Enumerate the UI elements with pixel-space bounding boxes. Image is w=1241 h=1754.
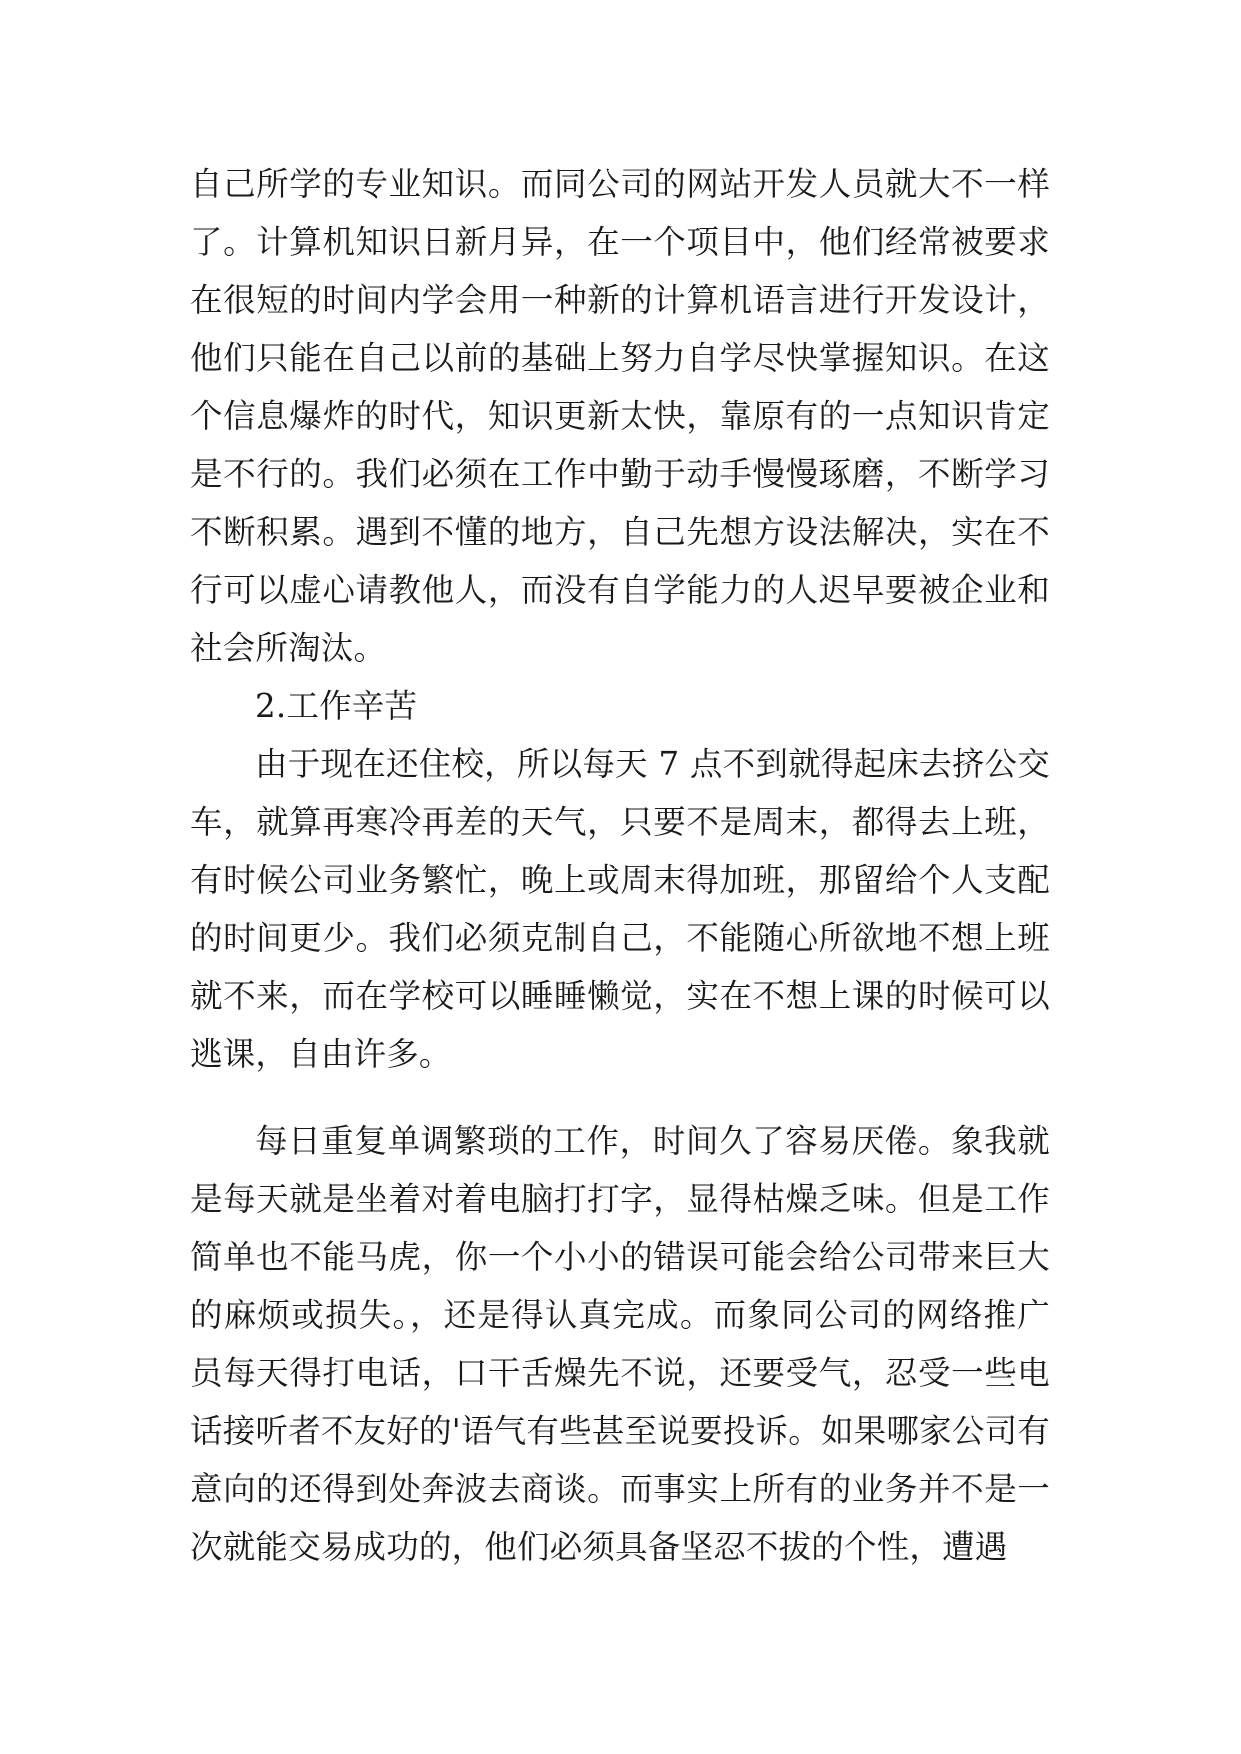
paragraph-schedule: 由于现在还住校，所以每天 7 点不到就得起床去挤公交车，就算再寒冷再差的天气，只要不是周末，都得去上班，有时候公司业务繁忙，晚上或周末得加班，那留给个人支配的时间更少。我们必须克制自己，不能随心所欲地不想上班就不来，而在学校可以睡睡懒觉，实在不想上课的时候可以逃课，自由许多。: [190, 745, 1050, 1073]
body-text: [190, 155, 1050, 1576]
paragraph-continued: 自己所学的专业知识。而同公司的网站开发人员就大不一样了。计算机知识日新月异，在一个项目中，他们经常被要求在很短的时间内学会用一种新的计算机语言进行开发设计，他们只能在自己以前的基础上努力自学尽快掌握知识。在这个信息爆炸的时代，知识更新太快，靠原有的一点知识肯定是不行的。我们必须在工作中勤于动手慢慢琢磨，不断学习不断积累。遇到不懂的地方，自己先想方设法解决，实在不行可以虚心请教他人，而没有自学能力的人迟早要被企业和社会所淘汰。: [190, 165, 1050, 667]
section-heading: 2.工作辛苦: [255, 687, 418, 725]
paragraph-routine: 每日重复单调繁琐的工作，时间久了容易厌倦。象我就是每天就是坐着对着电脑打打字，显得枯燥乏味。但是工作简单也不能马虎，你一个小小的错误可能会给公司带来巨大的麻烦或损失。，还是得认真完成。而象同公司的网络推广员每天得打电话，口干舌燥先不说，还要受气，忍受一些电话接听者不友好的'语气有些甚至说要投诉。如果哪家公司有意向的还得到处奔波去商谈。而事实上所有的业务并不是一次就能交易成功的，他们必须具备坚忍不拔的个性，遭遇: [190, 1122, 1050, 1566]
